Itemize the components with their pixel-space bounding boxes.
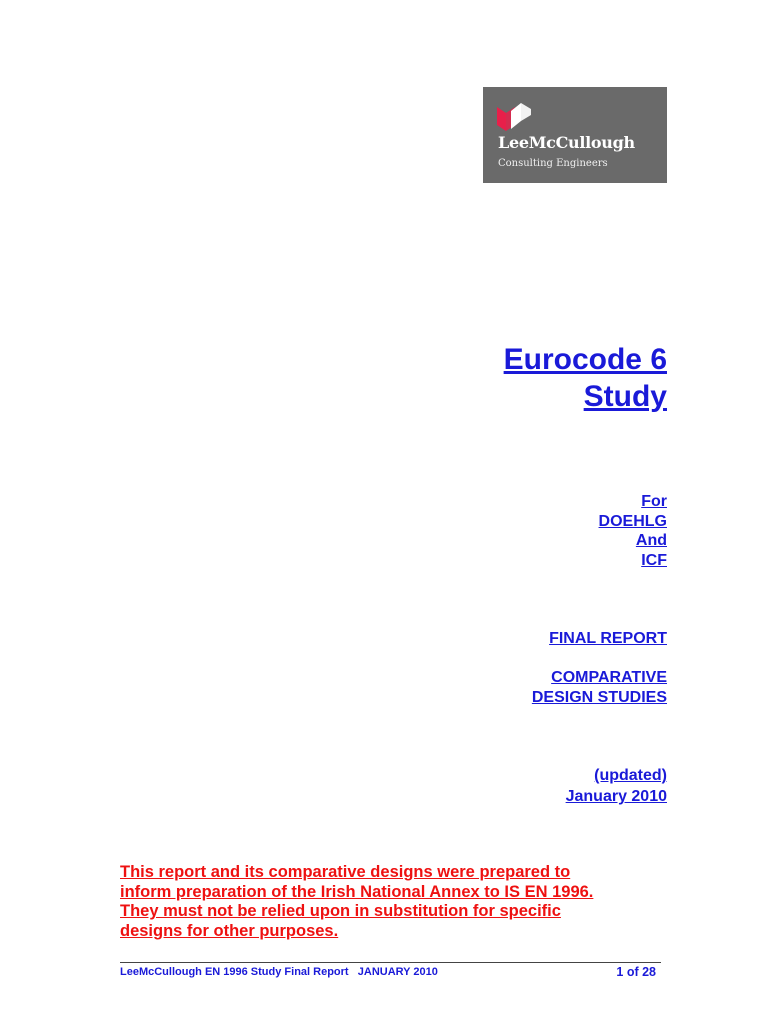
report-title-line-1[interactable]: Eurocode 6: [503, 343, 667, 376]
and-line[interactable]: And: [635, 532, 667, 549]
disclaimer-notice: [120, 863, 680, 941]
final-report-label[interactable]: FINAL REPORT: [549, 630, 667, 647]
report-title-line-2[interactable]: Study: [583, 380, 667, 413]
for-line[interactable]: For: [641, 493, 667, 510]
footer-divider: [120, 962, 661, 963]
disclaimer-line: This report and its comparative designs were prepared to: [120, 863, 571, 881]
design-studies-label[interactable]: DESIGN STUDIES: [531, 689, 667, 706]
logo-company-name: LeeMcCullough: [498, 133, 635, 152]
page-number: 1 of 28: [616, 965, 656, 979]
client-icf[interactable]: ICF: [641, 552, 667, 569]
report-date[interactable]: January 2010: [565, 788, 667, 805]
disclaimer-line: designs for other purposes.: [120, 921, 339, 940]
disclaimer-line: They must not be relied upon in substitution for specific: [120, 902, 561, 920]
disclaimer-line: inform preparation of the Irish National Annex to IS EN 1996.: [120, 882, 594, 901]
company-logo: [483, 87, 667, 183]
updated-label[interactable]: (updated): [594, 767, 667, 784]
client-doehlg[interactable]: DOEHLG: [598, 513, 667, 530]
logo-tagline: Consulting Engineers: [498, 158, 608, 169]
footer-report-info: LeeMcCullough EN 1996 Study Final Report JANUARY 2010: [120, 966, 438, 978]
comparative-label[interactable]: COMPARATIVE: [551, 669, 667, 686]
logo-mark-icon: [497, 101, 533, 133]
